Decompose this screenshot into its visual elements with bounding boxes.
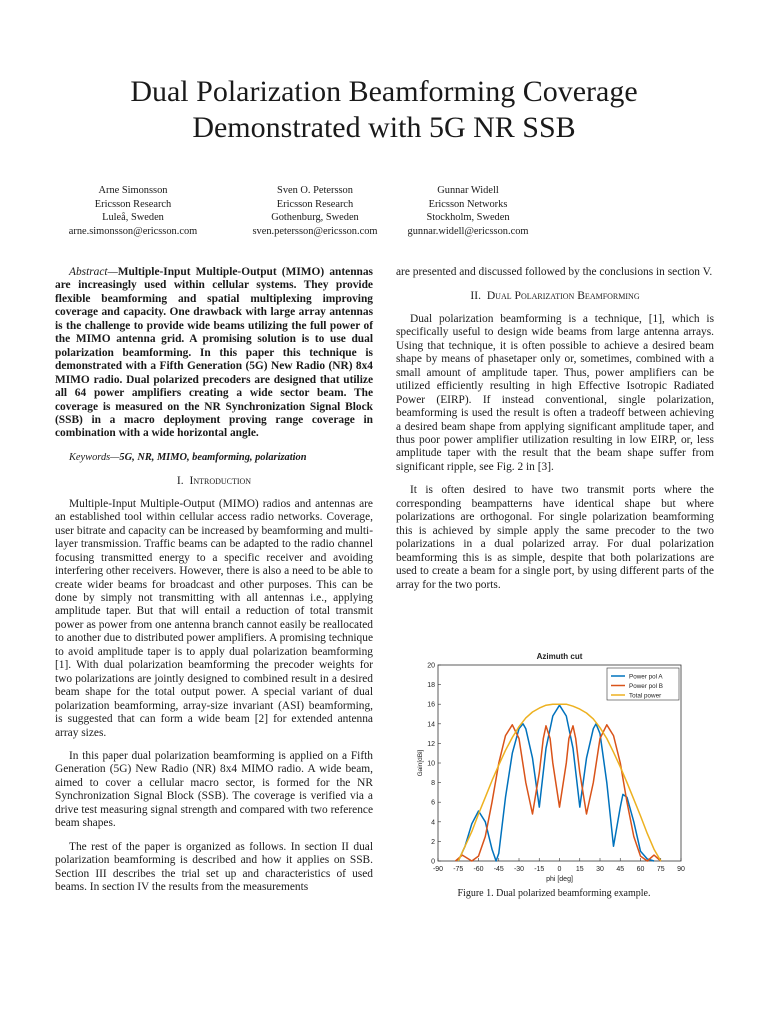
section-number: II. bbox=[470, 289, 482, 303]
y-tick-label: 12 bbox=[427, 740, 435, 748]
y-tick-label: 16 bbox=[427, 701, 435, 709]
keywords bbox=[55, 451, 373, 464]
y-tick-label: 8 bbox=[431, 780, 435, 788]
x-tick-label: 60 bbox=[636, 866, 645, 873]
left-column bbox=[55, 266, 373, 904]
paragraph: In this paper dual polarization beamforming is applied on a Fifth Generation (5G) New Radio (NR) 8x4 MIMO radio. A wide beam, aimed to cover a cellular macro sector, is formed for the NR Synchronization Signal Block (SSB). The coverage is verified via a drive test measuring signal strength and compared with two reference beam shapes. bbox=[55, 749, 373, 830]
x-tick-label: -15 bbox=[534, 866, 545, 873]
y-tick-label: 14 bbox=[427, 721, 435, 729]
section-heading-introduction bbox=[55, 474, 373, 487]
author-name: Arne Simonsson bbox=[98, 185, 168, 196]
paragraph-continuation: are presented and discussed followed by the conclusions in section V. bbox=[396, 266, 713, 278]
x-tick-label: -60 bbox=[473, 866, 484, 873]
x-tick-label: -90 bbox=[432, 866, 444, 873]
y-tick-label: 0 bbox=[431, 858, 435, 866]
paragraph: The rest of the paper is organized as follows. In section II dual polarization beamforming is described and how it applies on SSB. Section III describes the trial set up and characteristics of used beams. In section IV the results from the measurements bbox=[55, 840, 373, 894]
author-city: Stockholm, Sweden bbox=[426, 212, 510, 223]
abstract-lead: Abstract— bbox=[69, 266, 118, 278]
x-tick-label: -75 bbox=[453, 866, 464, 873]
author-block bbox=[368, 184, 568, 238]
section-title: Introduction bbox=[189, 474, 252, 488]
author-org: Ericsson Research bbox=[94, 198, 172, 210]
section-number: I. bbox=[176, 474, 184, 488]
x-tick-label: 15 bbox=[575, 866, 584, 873]
x-tick-label: 90 bbox=[677, 866, 685, 873]
author-org: Ericsson Research bbox=[276, 198, 354, 210]
y-tick-label: 18 bbox=[427, 682, 435, 690]
y-tick-label: 20 bbox=[427, 662, 435, 670]
x-tick-label: 30 bbox=[596, 866, 604, 873]
title-line-1: Dual Polarization Beamforming Coverage bbox=[130, 75, 638, 108]
x-tick-label: 45 bbox=[616, 866, 625, 873]
author-name: Sven O. Petersson bbox=[277, 185, 353, 196]
author-city: Luleå, Sweden bbox=[102, 212, 164, 223]
y-tick-label: 6 bbox=[431, 799, 435, 807]
paragraph: Dual polarization beamforming is a technique, [1], which is specifically useful to design wide beams from large antenna arrays. Using that technique, it is often possible to achieve a desired beam shape by means of phasetaper only or, sometimes, combined with a small amount of amplitude taper. Thus, power amplifiers can be utilized efficiently resulting in high Effective Isotropic Radiated Power (EIRP). If instead conventional, single polarization, beamforming is used the result is often a tradeoff between achieving a desired beam shape from applying significant amplitude taper, and thus poor power amplifier utilization resulting in low EIRP, or, less amplitude taper with the result that the beam shape suffer from significant ripple, see Fig. 2 in [3]. bbox=[396, 312, 714, 473]
y-tick-label: 10 bbox=[427, 760, 435, 768]
y-axis-label: Gain[dBi] bbox=[417, 749, 424, 777]
chart-title: Azimuth cut bbox=[536, 652, 583, 661]
author-name: Gunnar Widell bbox=[437, 185, 499, 196]
x-tick-label: -30 bbox=[513, 866, 525, 873]
y-tick-label: 4 bbox=[431, 819, 435, 827]
right-column bbox=[396, 266, 714, 602]
section-heading-dual-polarization bbox=[396, 289, 714, 302]
figure-azimuth-cut bbox=[404, 648, 704, 893]
keywords-lead: Keywords— bbox=[69, 451, 120, 463]
x-tick-label: 0 bbox=[557, 866, 562, 873]
legend-entry: Total power bbox=[629, 692, 662, 700]
author-city: Gothenburg, Sweden bbox=[271, 212, 359, 223]
author-email: sven.petersson@ericsson.com bbox=[252, 225, 378, 237]
paragraph: It is often desired to have two transmit ports where the corresponding beampatterns have identical shape but where polarizations are orthogonal. For single polarization beamforming this is achieved by simple apply the same precoder to the two polarizations in a dual polarized array. For dual polarization beamforming this is as simple, despite that both polarizations are used to create a beam for a single port, by using different parts of the array for the two ports. bbox=[396, 484, 714, 591]
paragraph: Multiple-Input Multiple-Output (MIMO) radios and antennas are an established tool within cellular access radio networks. Coverage, user bitrate and capacity can be increased by beamforming and multi-layer transmission. Traffic beams can be adapted to the radio channel focusing transmitted energy to a specific receiver and avoiding interfering other receivers. However, there is also a need to be able to create wider beams for broadcast and other purposes. This can be done by simply not transmitting with all antennas i.e., applying amplitude taper. But that will entail a reduction of total transmit power as power from one antenna branch cannot easily be reallocated to another due to distributed power amplifiers. A promising technique to avoid amplitude taper is to apply dual polarization beamforming [1]. With dual polarization beamforming the precoder weights for two polarizations are jointly designed to combined result in a desired beam shape for the total output power. A special variant of dual polarization beamforming, array-size invariant (ASI) beamforming, is suggested that can form a wide beam [2] for extended antenna array sizes. bbox=[55, 497, 373, 739]
legend-entry: Power pol B bbox=[629, 682, 663, 690]
chart-svg bbox=[404, 648, 704, 893]
x-tick-label: -45 bbox=[493, 866, 504, 873]
figure-caption: Figure 1. Dual polarized beamforming example. bbox=[457, 888, 651, 899]
y-tick-label: 2 bbox=[431, 838, 435, 846]
x-axis-label: phi [deg] bbox=[546, 876, 573, 883]
x-tick-label: 75 bbox=[656, 866, 665, 873]
author-block bbox=[33, 184, 233, 238]
section-title: Dual Polarization Beamforming bbox=[486, 289, 640, 303]
author-email: gunnar.widell@ericsson.com bbox=[407, 225, 529, 237]
abstract bbox=[55, 266, 373, 441]
legend-entry: Power pol A bbox=[629, 673, 663, 681]
keywords-text: 5G, NR, MIMO, beamforming, polarization bbox=[119, 451, 307, 463]
author-email: arne.simonsson@ericsson.com bbox=[68, 225, 198, 237]
paper-title bbox=[40, 74, 728, 146]
abstract-text: Multiple-Input Multiple-Output (MIMO) antennas are increasingly used within cellular systems. They provide flexible beamforming and spatial multiplexing improving coverage and capacity. One drawback with large array antennas is the challenge to provide wide beams utilizing the full power of the MIMO antenna grid. A promising solution is to use dual polarization beamforming. In this paper this technique is demonstrated with a Fifth Generation (5G) New Radio (NR) 8x4 MIMO radio. Dual polarized precoders are designed that utilize all 64 power amplifiers creating a wide sector beam. The coverage is measured on the NR Synchronization Signal Block (SSB) in a macro deployment proving range coverage in combination with a wide horizontal angle. bbox=[55, 266, 373, 440]
author-org: Ericsson Networks bbox=[428, 198, 508, 210]
title-line-2: Demonstrated with 5G NR SSB bbox=[192, 111, 576, 144]
